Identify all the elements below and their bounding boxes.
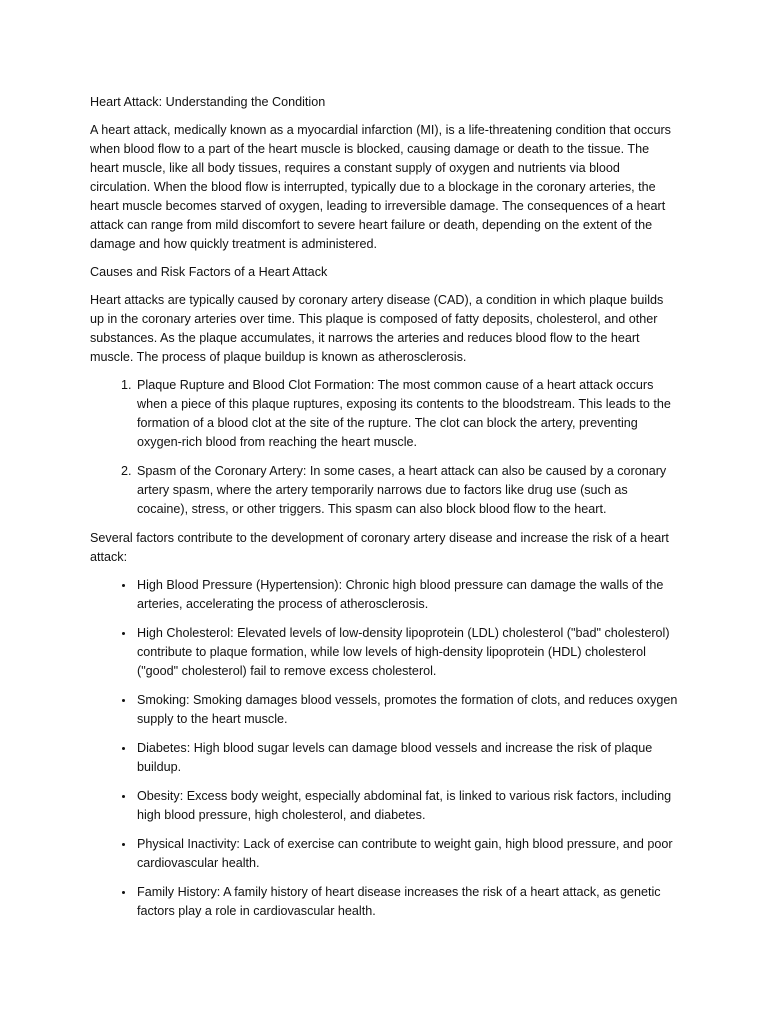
intro-paragraph: A heart attack, medically known as a myocardial infarction (MI), is a life-threatening condition that occurs when blood flow to a part of the heart muscle is blocked, causing damage or death to the tissue. The heart muscle, like all body tissues, requires a constant supply of oxygen and nutrients via blood circulation. When the blood flow is interrupted, typically due to a blockage in the coronary arteries, the heart muscle becomes starved of oxygen, leading to irreversible damage. The consequences of a heart attack can range from mild discomfort to severe heart failure or death, depending on the extent of the damage and how quickly treatment is administered.: [90, 123, 671, 251]
risk-factor-item: • Diabetes: High blood sugar levels can damage blood vessels and increase the risk of plaque buildup.: [135, 739, 680, 777]
risk-factors-list: [90, 576, 680, 921]
document-title: Heart Attack: Understanding the Condition: [90, 95, 326, 109]
risk-factor-item: • Obesity: Excess body weight, especially abdominal fat, is linked to various risk factors, including high blood pressure, high cholesterol, and diabetes.: [135, 787, 680, 825]
risk-intro-paragraph: Several factors contribute to the development of coronary artery disease and increase the risk of a heart attack:: [90, 531, 669, 564]
risk-factor-item: • Family History: A family history of heart disease increases the risk of a heart attack, as genetic factors play a role in cardiovascular health.: [135, 883, 680, 921]
cause-item: 1. Plaque Rupture and Blood Clot Formation: The most common cause of a heart attack occurs when a piece of this plaque ruptures, exposing its contents to the bloodstream. This leads to the formation of a blood clot at the site of the rupture. The clot can block the artery, preventing oxygen-rich blood from reaching the heart muscle.: [135, 376, 680, 452]
causes-list: [90, 376, 680, 519]
causes-intro-paragraph: Heart attacks are typically caused by coronary artery disease (CAD), a condition in which plaque builds up in the coronary arteries over time. This plaque is composed of fatty deposits, cholesterol, and other substances. As the plaque accumulates, it narrows the arteries and reduces blood flow to the heart muscle. The process of plaque buildup is known as atherosclerosis.: [90, 293, 664, 364]
risk-factor-item: • Smoking: Smoking damages blood vessels, promotes the formation of clots, and reduces oxygen supply to the heart muscle.: [135, 691, 680, 729]
document-page: [90, 93, 680, 931]
risk-factor-item: • High Blood Pressure (Hypertension): Chronic high blood pressure can damage the walls of the arteries, accelerating the process of atherosclerosis.: [135, 576, 680, 614]
section-heading: Causes and Risk Factors of a Heart Attack: [90, 265, 328, 279]
risk-factor-item: • High Cholesterol: Elevated levels of low-density lipoprotein (LDL) cholesterol ("bad" cholesterol) contribute to plaque formation, while low levels of high-density lipoprotein (HDL) cholesterol ("good" cholesterol) fail to remove excess cholesterol.: [135, 624, 680, 681]
risk-factor-item: • Physical Inactivity: Lack of exercise can contribute to weight gain, high blood pressure, and poor cardiovascular health.: [135, 835, 680, 873]
cause-item: 2. Spasm of the Coronary Artery: In some cases, a heart attack can also be caused by a coronary artery spasm, where the artery temporarily narrows due to factors like drug use (such as cocaine), stress, or other triggers. This spasm can also block blood flow to the heart.: [135, 462, 680, 519]
